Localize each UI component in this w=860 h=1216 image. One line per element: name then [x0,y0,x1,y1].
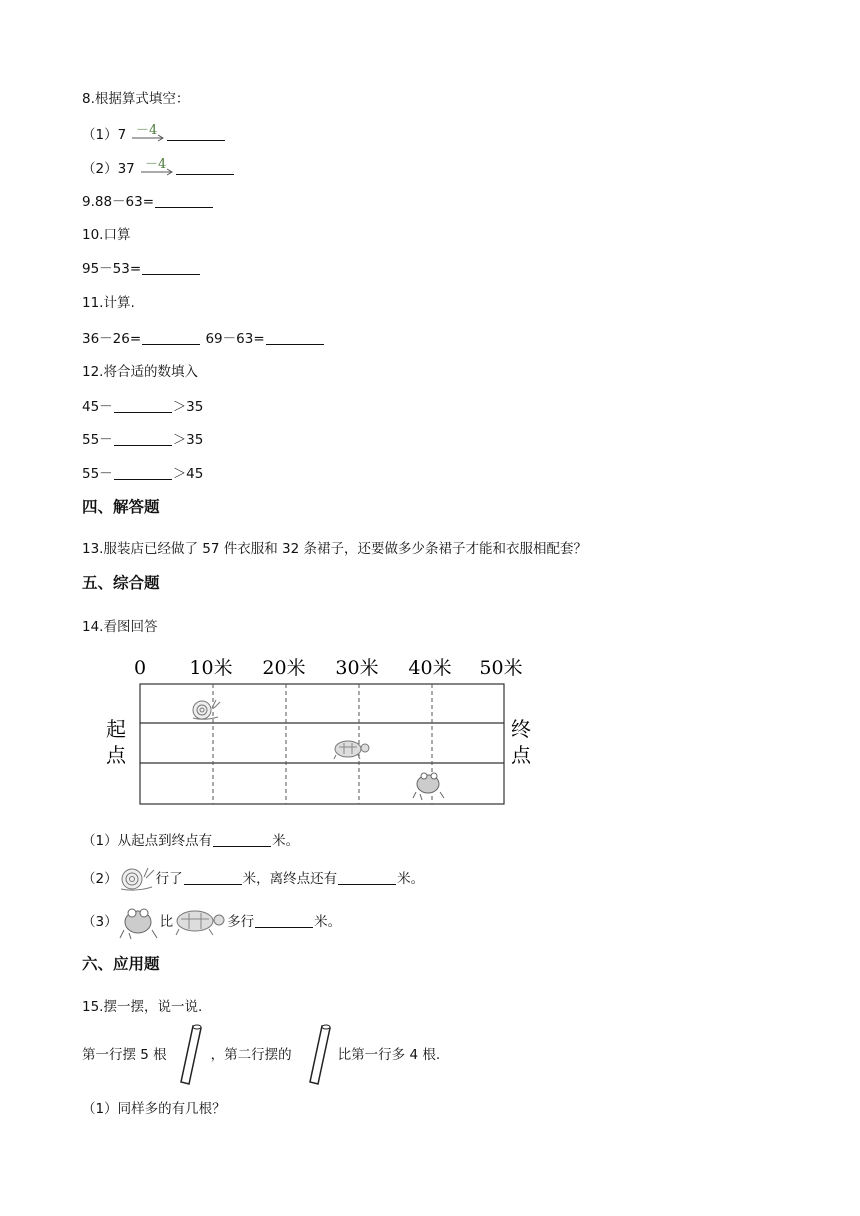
q12-row-3-post: ＞45 [172,466,204,482]
frog-icon [118,904,160,940]
q8-item-2-op: －4 [145,158,167,172]
q14-sub2-pre: （2） [82,871,118,887]
frog-icon [413,773,444,800]
answer-blank[interactable] [114,431,172,446]
answer-blank[interactable] [266,330,324,345]
q15-text-c: 比第一行多 4 根. [337,1047,441,1063]
q8-item-1-op: －4 [136,124,158,138]
q14-sub3-mid1: 比 [159,914,174,930]
q14-sub3-pre: （3） [82,914,118,930]
answer-blank[interactable] [338,870,396,885]
tick-label-0: 0 [133,657,147,679]
q15-text [82,1022,440,1088]
section-heading-4: 四、解答题 [82,498,160,516]
q14-sub3-post: 米。 [314,914,342,930]
q14-sub2 [82,864,424,894]
q9-text: 9.88－63= [82,194,155,210]
tick-label-50: 50米 [479,657,523,679]
section-heading-6: 六、应用题 [82,955,160,973]
arrow-operator [139,158,175,176]
answer-blank[interactable] [155,193,213,208]
q13: 13.服装店已经做了 57 件衣服和 32 条裙子，还要做多少条裙子才能和衣服相配套？ [82,541,587,557]
q14-sub2-post: 米。 [397,871,425,887]
q11-title: 11.计算. [82,295,135,311]
end-label-2: 点 [511,743,531,767]
snail-icon [118,865,156,893]
answer-blank[interactable] [213,832,271,847]
q15-sub1: （1）同样多的有几根？ [82,1101,226,1117]
answer-blank[interactable] [184,870,242,885]
tick-label-20: 20米 [262,657,306,679]
q14-sub2-mid2: 米，离终点还有 [242,871,338,887]
stick-icon [173,1022,209,1088]
answer-blank[interactable] [176,160,234,175]
arrow-operator [130,124,166,142]
q15-text-b: ，第二行摆的 [210,1047,292,1063]
q14-sub1-pre: （1）从起点到终点有 [82,833,213,849]
end-label-1: 终 [511,717,531,741]
q9 [82,193,214,211]
q12-row-1-post: ＞35 [172,399,204,415]
q12-row-2-post: ＞35 [172,432,204,448]
q14-sub3-mid2: 多行 [227,914,255,930]
q12-row-1-pre: 45－ [82,399,113,415]
answer-blank[interactable] [142,260,200,275]
answer-blank[interactable] [114,465,172,480]
q12-row-3 [82,465,203,483]
q11-expr1: 36－26= [82,331,142,347]
race-track-figure [100,652,540,812]
q8-item-2-label: （2）37 [82,161,135,177]
q12-title: 12.将合适的数填入 [82,364,198,380]
q14-sub3 [82,904,341,940]
answer-blank[interactable] [167,126,225,141]
q11-expr2: 69－63= [205,331,265,347]
turtle-icon [334,741,369,759]
q14-sub2-mid1: 行了 [155,871,183,887]
q15-text-a: 第一行摆 5 根 [82,1047,167,1063]
q14-sub1-post: 米。 [272,833,300,849]
tick-label-30: 30米 [335,657,379,679]
answer-blank[interactable] [255,913,313,928]
q12-row-2-pre: 55－ [82,432,113,448]
start-label-1: 起 [106,717,126,741]
snail-icon [193,700,220,719]
q11-exprs [82,330,325,348]
start-label-2: 点 [106,743,126,767]
q8-item-1-label: （1）7 [82,127,127,143]
q8-title: 8.根据算式填空： [82,91,190,107]
q14-title: 14.看图回答 [82,619,158,635]
q14-sub1 [82,832,299,850]
answer-blank[interactable] [142,330,200,345]
q8-item-1 [82,124,226,144]
q8-item-2 [82,158,235,178]
q10-expr-text: 95－53= [82,261,142,277]
q12-row-3-pre: 55－ [82,466,113,482]
q12-row-1 [82,398,203,416]
section-heading-5: 五、综合题 [82,574,160,592]
tick-label-40: 40米 [408,657,452,679]
q10-expr [82,260,201,278]
q15-title: 15.摆一摆，说一说. [82,999,203,1015]
tick-label-10: 10米 [189,657,233,679]
turtle-icon [173,907,227,937]
q12-row-2 [82,431,203,449]
track-box [140,684,504,804]
q10-title: 10.口算 [82,227,131,243]
stick-icon [302,1022,338,1088]
answer-blank[interactable] [114,398,172,413]
